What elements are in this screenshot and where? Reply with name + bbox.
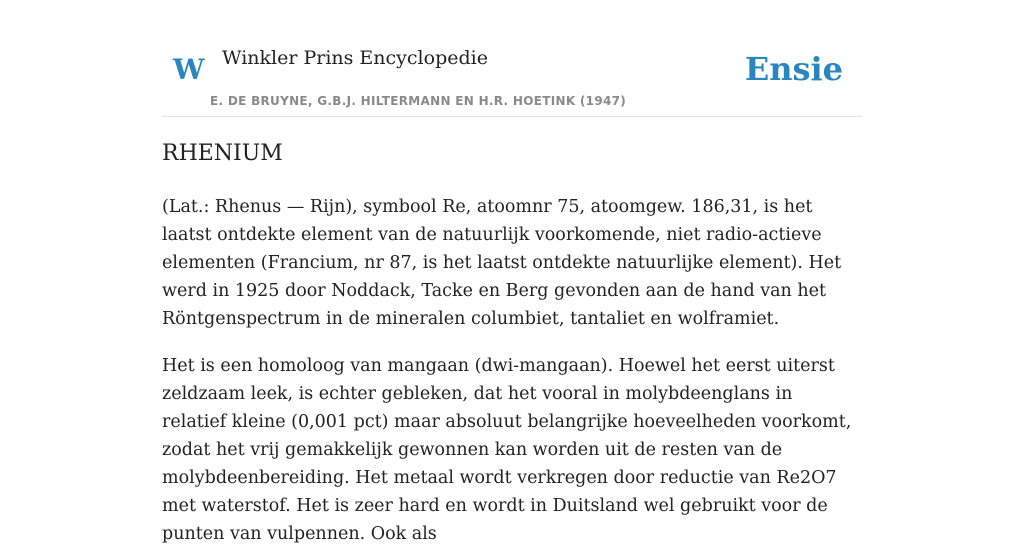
article-body (162, 136, 862, 548)
source-header (162, 0, 862, 117)
article-paragraph: Het is een homoloog van mangaan (dwi-mangaan). Hoewel het eerst uiterst zeldzaam leek, is echter gebleken, dat het vooral in molybdeenglans in relatief kleine (0,001 pct) maar absoluut belangrijke hoeveelheden voorkomt, zodat het vrij gemakkelijk gewonnen kan worden uit de resten van de molybdeenbereiding. Het metaal wordt verkregen door reductie van Re2O7 met waterstof. Het is zeer hard en wordt in Duitsland wel gebruikt voor de punten van vulpennen. Ook als (162, 356, 852, 544)
article-title: RHENIUM (162, 141, 283, 166)
ensie-logo[interactable]: Ensie (744, 50, 843, 88)
article-paragraph: (Lat.: Rhenus — Rijn), symbool Re, atoomnr 75, atoomgew. 186,31, is het laatst ontdekte element van de natuurlijk voorkomende, niet radio-actieve elementen (Francium, nr 87, is het laatst ontdekte natuurlijke element). Het werd in 1925 door Noddack, Tacke en Berg gevonden aan de hand van het Röntgenspectrum in de mineralen columbiet, tantaliet en wolframiet. (162, 197, 842, 329)
source-authors: E. DE BRUYNE, G.B.J. HILTERMANN EN H.R. HOETINK (1947) (210, 94, 627, 108)
source-title: Winkler Prins Encyclopedie (222, 47, 488, 69)
winkler-prins-logo-icon[interactable]: W (173, 53, 205, 86)
